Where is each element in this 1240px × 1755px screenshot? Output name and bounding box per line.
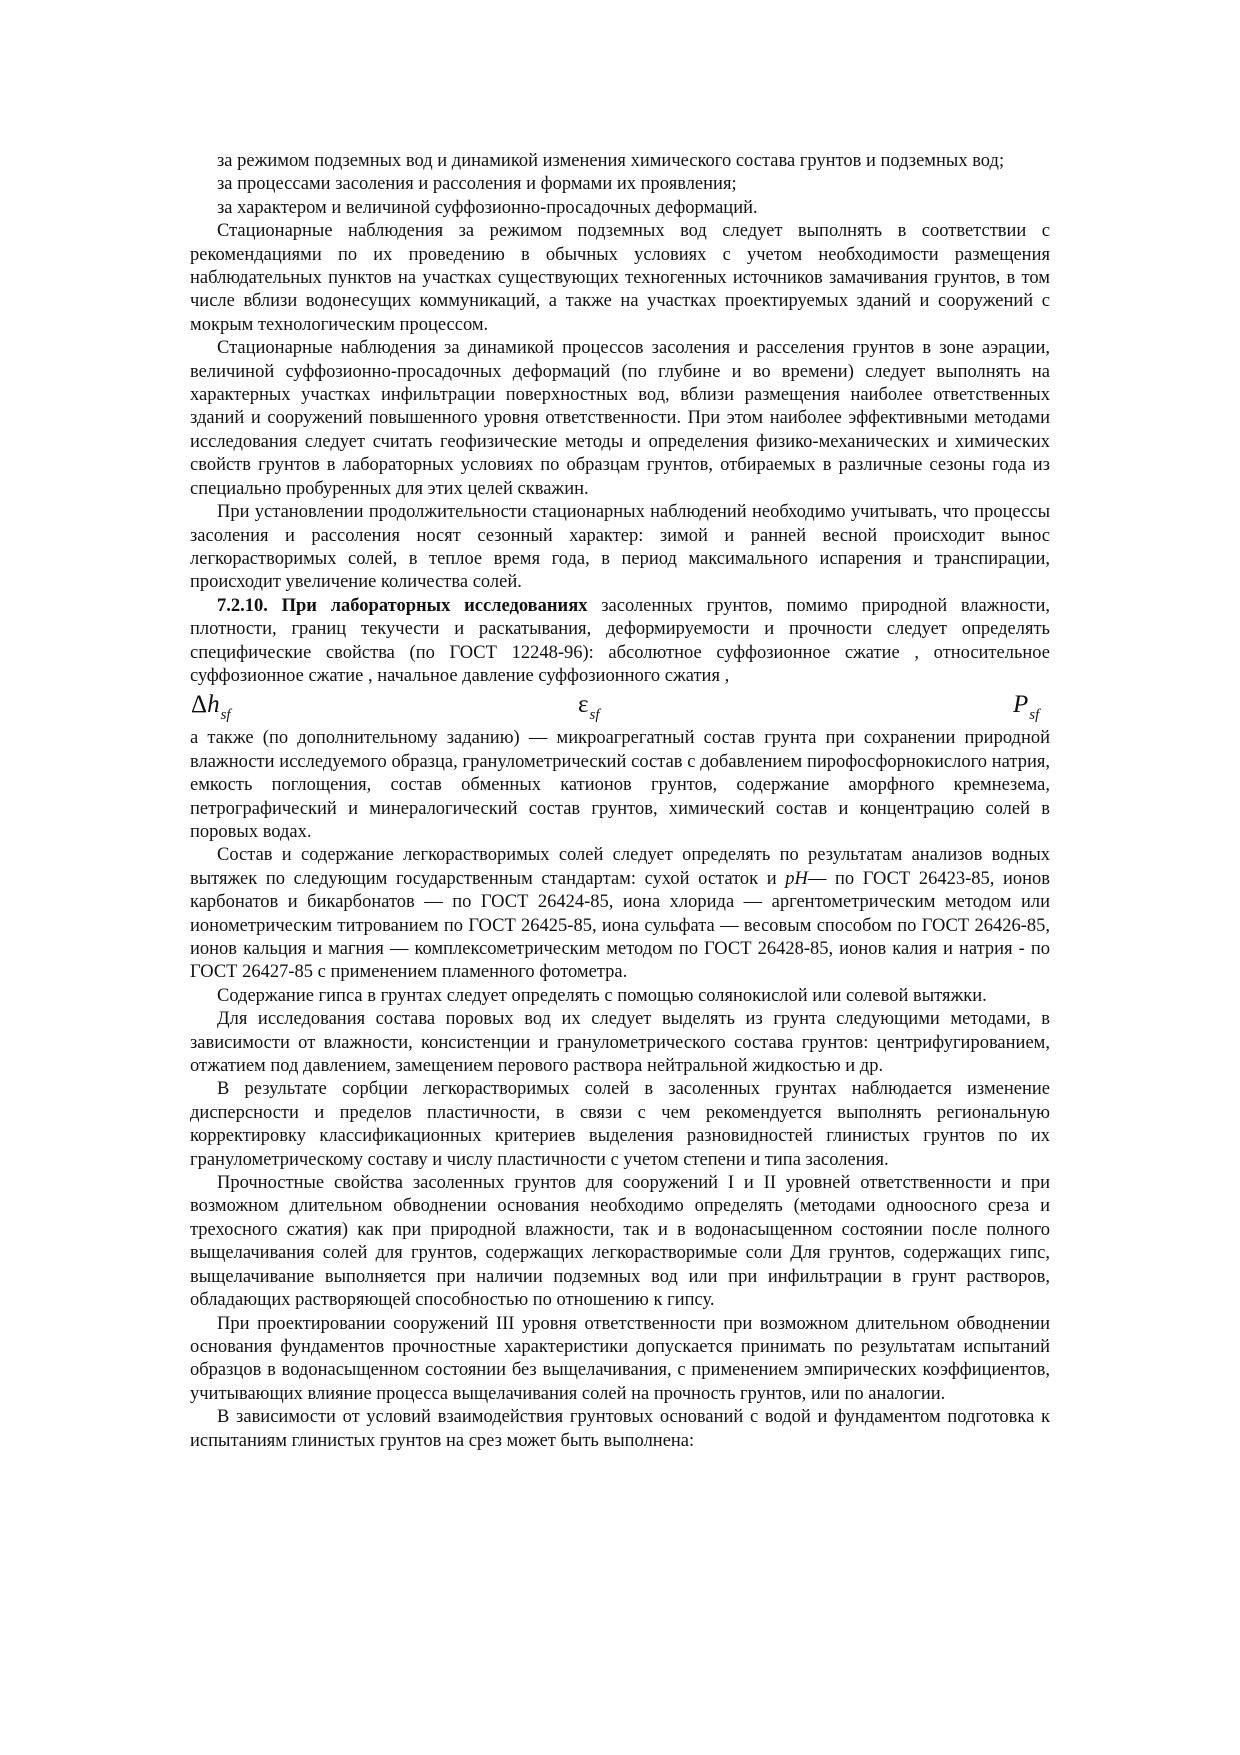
paragraph-level-iii-design: При проектировании сооружений III уровня ответственности при возможном длительном обводнении основания фундаментов прочностные характеристики допускается принимать по результатам испытаний образцов в водонасыщенном состоянии без выщелачивания, с применением эмпирических коэффициентов, учитывающих влияние процесса выщелачивания солей на прочность грунтов, или по аналогии. [190,1313,1050,1404]
paragraph-additional-tests: а также (по дополнительному заданию) — микроагрегатный состав грунта при сохранении природной влажности исследуемого образца, гранулометрический состав с добавлением пирофосфорнокислого натрия, емкость поглощения, состав обменных катионов грунтов, содержание аморфного кремнезема, петрографический и минералогический состав грунтов, химический состав и концентрацию солей в поровых водах. [190,728,1050,842]
paragraph-pore-water: Для исследования состава поровых вод их следует выделять из грунта следующими методами, в зависимости от влажности, консистенции и гранулометрического состава грунтов: центрифугированием, отжатием под давлением, замещением перового раствора нейтральной жидкостью и др. [190,1009,1050,1077]
paragraph-stationary-observations-groundwater: Стационарные наблюдения за режимом подземных вод следует выполнять в соответствии с рекомендациями по их проведению в обычных условиях с учетом необходимости размещения наблюдательных пунктов на участках существующих техногенных источников замачивания грунтов, в том числе вблизи водонесущих коммуникаций, а также на участках проектируемых зданий и сооружений с мокрым технологическим процессом. [190,221,1050,335]
paragraph-soluble-salts: Состав и содержание легкорастворимых солей следует определять по результатам анализов водных вытяжек по следующим государственным стандартам: сухой остаток и pH— по ГОСТ 26423-85, ионов карбонатов и бикарбонатов — по ГОСТ 26424-85, иона хлорида — аргентометрическим методом или ионометрическим титрованием по ГОСТ 26425-85, иона сульфата — весовым способом по ГОСТ 26426-85, ионов кальция и магния — комплексометрическим методом по ГОСТ 26428-85, ионов калия и натрия - по ГОСТ 26427-85 с применением пламенного фотометра. [190,845,1050,983]
paragraph-shear-test-preparation: В зависимости от условий взаимодействия грунтовых оснований с водой и фундаментом подготовка к испытаниям глинистых грунтов на срез может быть выполнена: [190,1407,1050,1451]
paragraph-7-2-10-text: засоленных грунтов, помимо природной влажности, плотности, границ текучести и раскатывания, деформируемости и прочности следует определять специфические свойства (по ГОСТ 12248-96): абсолютное суффозионное сжатие , относительное суффозионное сжатие , начальное давление суффозионного сжатия , [190,595,1050,686]
paragraph-suffosion-deformations: за характером и величиной суффозионно-просадочных деформаций. [217,197,758,218]
paragraph-observation-duration: При установлении продолжительности стационарных наблюдений необходимо учитывать, что процессы засоления и рассоления носят сезонный характер: зимой и ранней весной происходит вынос легкорастворимых солей, в теплое время года, в период максимального испарения и транспирации, происходит увеличение количества солей. [190,502,1050,593]
symbol-initial-suffosion-pressure: $P_{sf}$ [1013,691,1040,724]
paragraph-7-2-10 [190,595,1050,689]
symbol-relative-suffosion-compression: $\varepsilon_{sf}$ [578,691,600,724]
paragraph-groundwater-regime: за режимом подземных вод и динамикой изменения химического состава грунтов и подземных вод; [217,151,1005,171]
document-page [190,150,1050,1453]
paragraph-stationary-observations-salinization: Стационарные наблюдения за динамикой процессов засоления и расселения грунтов в зоне аэрации, величиной суффозионно-просадочных деформаций (по глубине и во времени) следует выполнять на характерных участках инфильтрации поверхностных вод, вблизи размещения наиболее ответственных зданий и сооружений повышенного уровня ответственности. При этом наиболее эффективными методами исследования следует считать геофизические методы и определения физико-механических и химических свойств грунтов в лабораторных условиях по образцам грунтов, отбираемых в различные сезоны года из специально пробуренных для этих целей скважин. [190,338,1050,499]
section-heading-7-2-10: 7.2.10. При лабораторных исследованиях [217,595,588,616]
symbol-absolute-suffosion-compression: $\Delta h_{sf}$ [191,691,231,724]
formula-symbols-row [190,685,1050,727]
paragraph-gypsum-content: Содержание гипса в грунтах следует определять с помощью солянокислой или солевой вытяжки. [217,985,987,1006]
paragraph-salinization-processes: за процессами засоления и рассоления и формами их проявления; [217,174,737,195]
paragraph-strength-properties: Прочностные свойства засоленных грунтов для сооружений I и II уровней ответственности и при возможном длительном обводнении основания необходимо определять (методами одноосного среза и трехосного сжатия) как при природной влажности, так и в водонасыщенном состоянии после полного выщелачивания солей для грунтов, содержащих легкорастворимые соли Для грунтов, содержащих гипс, выщелачивание выполняется при наличии подземных вод или при инфильтрации в грунт растворов, обладающих растворяющей способностью по отношению к гипсу. [190,1173,1050,1311]
ph-term: pH [785,868,808,889]
paragraph-sorption: В результате сорбции легкорастворимых солей в засоленных грунтах наблюдается изменение дисперсности и пределов пластичности, в связи с чем рекомендуется выполнять региональную корректировку классификационных критериев выделения разновидностей глинистых грунтов по их гранулометрическому составу и числу пластичности с учетом степени и типа засоления. [190,1079,1050,1170]
